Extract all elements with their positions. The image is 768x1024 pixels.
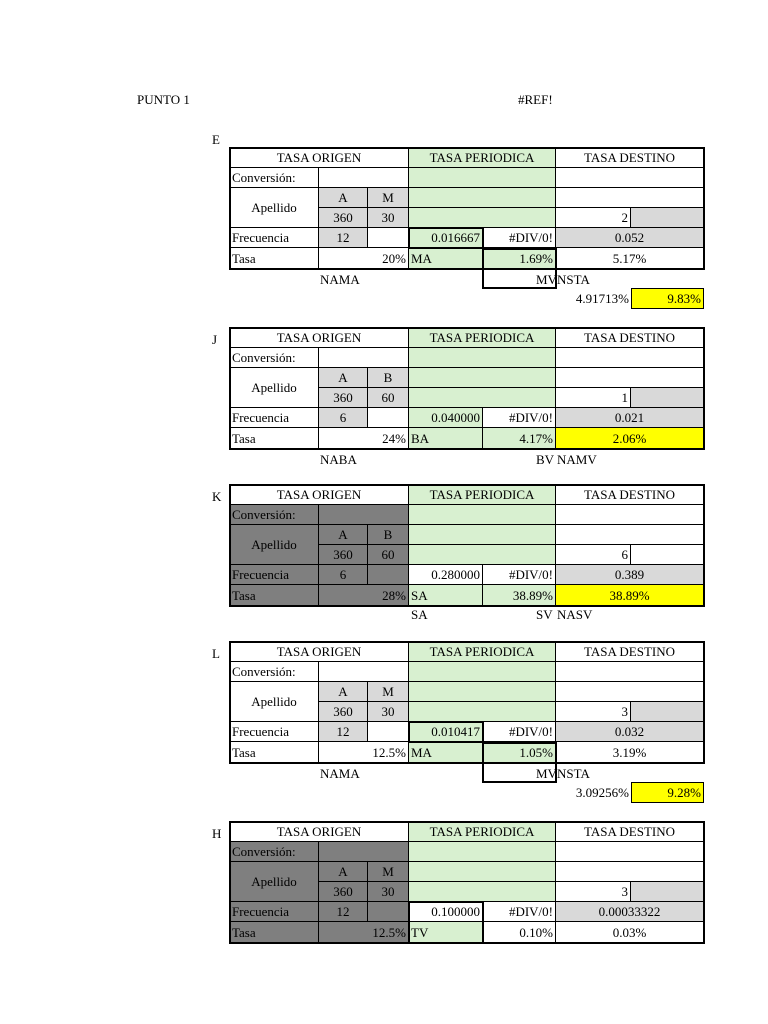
periodic-cell[interactable]: [409, 368, 556, 388]
periodic-code[interactable]: MA: [409, 248, 483, 269]
col-a-value[interactable]: 360: [319, 882, 368, 902]
frecuencia-empty[interactable]: [368, 565, 409, 585]
dest-number[interactable]: 3: [556, 702, 631, 722]
periodic-cell[interactable]: [409, 682, 556, 702]
conversion-value[interactable]: [319, 348, 409, 368]
header-tasa-periodica: TASA PERIODICA: [409, 485, 556, 505]
dest-cell[interactable]: [556, 525, 704, 545]
periodic-pct[interactable]: 4.17%: [483, 428, 556, 449]
col-b-header: M: [368, 682, 409, 702]
header-tasa-destino: TASA DESTINO: [556, 148, 704, 168]
apellido-label: Apellido: [230, 525, 319, 565]
col-a-value[interactable]: 360: [319, 388, 368, 408]
tasa-label: Tasa: [230, 248, 319, 269]
conversion-value[interactable]: [319, 662, 409, 682]
tasa-value[interactable]: 28%: [319, 585, 409, 606]
dest-grey-cell[interactable]: [631, 388, 704, 408]
frecuencia-label: Frecuencia: [230, 722, 319, 742]
dest-cell[interactable]: [556, 682, 704, 702]
col-b-value[interactable]: 60: [368, 545, 409, 565]
frecuencia-label: Frecuencia: [230, 565, 319, 585]
header-divider: [230, 347, 704, 348]
block-label: K: [212, 489, 222, 504]
header-tasa-origen: TASA ORIGEN: [230, 148, 409, 168]
col-b-header: B: [368, 525, 409, 545]
tasa-label: Tasa: [230, 428, 319, 449]
header-tasa-destino: TASA DESTINO: [556, 642, 704, 662]
page-title: PUNTO 1: [137, 92, 190, 107]
col-a-header: A: [319, 188, 368, 208]
col-b-header: M: [368, 862, 409, 882]
col-a-value[interactable]: 360: [319, 702, 368, 722]
below-origin: NAMA: [320, 766, 360, 781]
periodic-code[interactable]: TV: [409, 922, 483, 943]
header-divider: [230, 841, 704, 842]
dest-pct[interactable]: 38.89%: [556, 585, 704, 606]
extra-highlight[interactable]: 9.83%: [631, 288, 704, 309]
rate-block-j: [0, 310, 768, 490]
periodic-pct[interactable]: 1.05%: [483, 742, 556, 763]
periodic-rate[interactable]: 0.100000: [409, 902, 483, 922]
frecuencia-value[interactable]: 6: [319, 565, 368, 585]
periodic-pct[interactable]: 38.89%: [483, 585, 556, 606]
periodic-cell[interactable]: [409, 662, 556, 682]
below-periodic-code: MV: [536, 766, 557, 781]
dest-grey-cell[interactable]: [631, 702, 704, 722]
dest-grey-cell[interactable]: [631, 208, 704, 228]
div-error[interactable]: #DIV/0!: [483, 228, 556, 248]
conversion-label: Conversión:: [230, 662, 319, 682]
header-tasa-destino: TASA DESTINO: [556, 328, 704, 348]
frecuencia-value[interactable]: 12: [319, 722, 368, 742]
header-tasa-periodica: TASA PERIODICA: [409, 822, 556, 842]
dest-number[interactable]: 1: [556, 388, 631, 408]
header-tasa-destino: TASA DESTINO: [556, 485, 704, 505]
periodic-rate[interactable]: 0.040000: [409, 408, 483, 428]
periodic-cell[interactable]: [409, 388, 556, 408]
rate-block-e: [0, 130, 768, 310]
conversion-label: Conversión:: [230, 505, 319, 525]
below-origin: NABA: [320, 452, 357, 467]
below-origin: NAMA: [320, 272, 360, 287]
periodic-rate[interactable]: 0.280000: [409, 565, 483, 585]
col-b-value[interactable]: 30: [368, 882, 409, 902]
apellido-label: Apellido: [230, 862, 319, 902]
extra-value[interactable]: 3.09256%: [575, 785, 629, 800]
periodic-cell[interactable]: [409, 505, 556, 525]
col-a-header: A: [319, 682, 368, 702]
below-dest: NAMV: [557, 452, 597, 467]
frecuencia-value[interactable]: 12: [319, 902, 368, 922]
header-tasa-periodica: TASA PERIODICA: [409, 642, 556, 662]
dest-cell[interactable]: [556, 348, 704, 368]
frecuencia-value[interactable]: 6: [319, 408, 368, 428]
periodic-cell[interactable]: [409, 188, 556, 208]
tasa-value[interactable]: 12.5%: [319, 742, 409, 763]
apellido-label: Apellido: [230, 368, 319, 408]
conversion-value[interactable]: [319, 505, 409, 525]
extra-highlight[interactable]: 9.28%: [631, 782, 704, 803]
conversion-label: Conversión:: [230, 348, 319, 368]
col-b-header: M: [368, 188, 409, 208]
header-divider: [230, 167, 704, 168]
apellido-label: Apellido: [230, 682, 319, 722]
dest-rate[interactable]: 0.052: [556, 228, 704, 248]
periodic-cell[interactable]: [409, 348, 556, 368]
header-tasa-destino: TASA DESTINO: [556, 822, 704, 842]
header-divider: [230, 504, 704, 505]
tasa-label: Tasa: [230, 585, 319, 606]
dest-pct[interactable]: 2.06%: [556, 428, 704, 449]
frecuencia-label: Frecuencia: [230, 408, 319, 428]
dest-cell[interactable]: [556, 505, 704, 525]
periodic-pct[interactable]: 0.10%: [483, 922, 556, 943]
periodic-rate[interactable]: 0.010417: [409, 722, 483, 742]
rate-block-l: [0, 624, 768, 804]
ref-error: #REF!: [518, 92, 553, 107]
dest-number[interactable]: 3: [556, 882, 631, 902]
periodic-cell[interactable]: [409, 842, 556, 862]
below-dest: NSTA: [557, 766, 590, 781]
periodic-code[interactable]: MA: [409, 742, 483, 763]
dest-empty-cell[interactable]: [631, 545, 704, 565]
dest-cell[interactable]: [556, 662, 704, 682]
tasa-label: Tasa: [230, 742, 319, 763]
header-tasa-origen: TASA ORIGEN: [230, 485, 409, 505]
dest-pct[interactable]: 3.19%: [556, 742, 704, 763]
periodic-rate[interactable]: 0.016667: [409, 228, 483, 248]
col-a-header: A: [319, 862, 368, 882]
col-a-header: A: [319, 368, 368, 388]
frecuencia-value[interactable]: 12: [319, 228, 368, 248]
dest-cell[interactable]: [556, 188, 704, 208]
dest-cell[interactable]: [556, 168, 704, 188]
col-a-header: A: [319, 525, 368, 545]
conversion-label: Conversión:: [230, 168, 319, 188]
dest-number[interactable]: 6: [556, 545, 631, 565]
below-periodic: SA: [411, 607, 428, 622]
frecuencia-empty[interactable]: [368, 408, 409, 428]
rate-block-h: [0, 804, 768, 984]
periodic-cell[interactable]: [409, 702, 556, 722]
dest-rate[interactable]: 0.021: [556, 408, 704, 428]
tasa-label: Tasa: [230, 922, 319, 943]
dest-grey-cell[interactable]: [631, 882, 704, 902]
header-tasa-origen: TASA ORIGEN: [230, 642, 409, 662]
dest-rate[interactable]: 0.032: [556, 722, 704, 742]
frecuencia-label: Frecuencia: [230, 228, 319, 248]
frecuencia-empty[interactable]: [368, 228, 409, 248]
below-dest: NASV: [557, 607, 593, 622]
block-label: J: [212, 332, 218, 347]
extra-value[interactable]: 4.91713%: [575, 291, 629, 306]
header-tasa-origen: TASA ORIGEN: [230, 328, 409, 348]
rate-block-k: [0, 467, 768, 647]
below-periodic-code: SV: [536, 607, 553, 622]
frecuencia-label: Frecuencia: [230, 902, 319, 922]
frecuencia-empty[interactable]: [368, 722, 409, 742]
tasa-value[interactable]: 12.5%: [319, 922, 409, 943]
col-a-value[interactable]: 360: [319, 545, 368, 565]
tasa-value[interactable]: 24%: [319, 428, 409, 449]
div-error[interactable]: #DIV/0!: [483, 565, 556, 585]
dest-pct[interactable]: 5.17%: [556, 248, 704, 269]
dest-pct[interactable]: 0.03%: [556, 922, 704, 943]
periodic-cell[interactable]: [409, 545, 556, 565]
below-dest: NSTA: [557, 272, 590, 287]
dest-rate[interactable]: 0.389: [556, 565, 704, 585]
div-error[interactable]: #DIV/0!: [483, 408, 556, 428]
periodic-pct[interactable]: 1.69%: [483, 248, 556, 269]
header-tasa-periodica: TASA PERIODICA: [409, 328, 556, 348]
periodic-cell[interactable]: [409, 168, 556, 188]
periodic-code[interactable]: BA: [409, 428, 483, 449]
periodic-code[interactable]: SA: [409, 585, 483, 606]
periodic-cell[interactable]: [409, 208, 556, 228]
conversion-label: Conversión:: [230, 842, 319, 862]
col-b-value[interactable]: 60: [368, 388, 409, 408]
block-label: H: [212, 826, 222, 841]
dest-rate[interactable]: 0.00033322: [556, 902, 704, 922]
dest-cell[interactable]: [556, 842, 704, 862]
periodic-cell[interactable]: [409, 882, 556, 902]
div-error[interactable]: #DIV/0!: [483, 722, 556, 742]
tasa-value[interactable]: 20%: [319, 248, 409, 269]
conversion-value[interactable]: [319, 842, 409, 862]
div-error[interactable]: #DIV/0!: [483, 902, 556, 922]
header-tasa-periodica: TASA PERIODICA: [409, 148, 556, 168]
frecuencia-empty[interactable]: [368, 902, 409, 922]
dest-cell[interactable]: [556, 368, 704, 388]
conversion-value[interactable]: [319, 168, 409, 188]
periodic-cell[interactable]: [409, 862, 556, 882]
block-label: L: [212, 646, 220, 661]
col-a-value[interactable]: 360: [319, 208, 368, 228]
col-b-value[interactable]: 30: [368, 208, 409, 228]
periodic-cell[interactable]: [409, 525, 556, 545]
header-divider: [230, 661, 704, 662]
block-label: E: [212, 132, 220, 147]
apellido-label: Apellido: [230, 188, 319, 228]
col-b-header: B: [368, 368, 409, 388]
below-periodic-code: MV: [536, 272, 557, 287]
header-tasa-origen: TASA ORIGEN: [230, 822, 409, 842]
dest-number[interactable]: 2: [556, 208, 631, 228]
dest-cell[interactable]: [556, 862, 704, 882]
below-periodic-code: BV: [536, 452, 555, 467]
col-b-value[interactable]: 30: [368, 702, 409, 722]
